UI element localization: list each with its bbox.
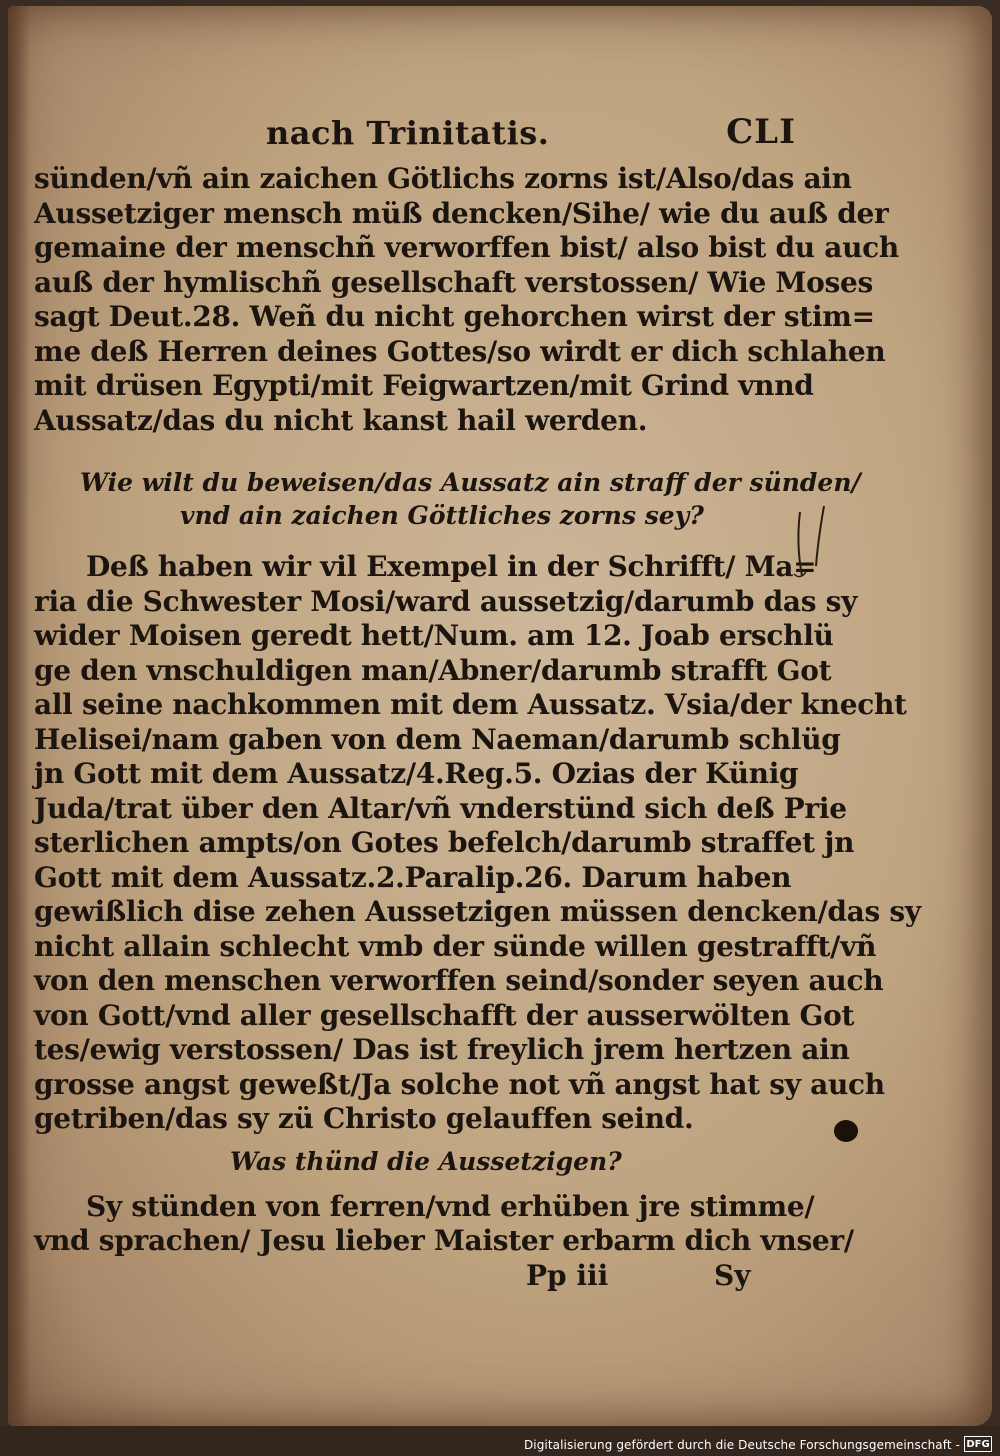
paragraph-2 xyxy=(34,550,921,1137)
question-1 xyxy=(34,466,861,532)
text-line: Deß haben wir vil Exempel in der Schrifft/ Ma= xyxy=(86,550,817,583)
text-line: Aussatz/das du nicht kanst hail werden. xyxy=(34,403,648,437)
text-line: von den menschen verworffen seind/sonder seyen auch xyxy=(34,964,884,997)
text-line: grosse angst geweßt/Ja solche not vñ angst hat sy auch xyxy=(34,1067,885,1101)
running-title: nach Trinitatis. xyxy=(266,114,550,152)
catchword: Sy xyxy=(714,1258,751,1292)
book-page xyxy=(8,6,992,1426)
text-line: von Gott/vnd aller gesellschafft der ausserwölten Got xyxy=(34,998,855,1032)
text-line: Aussetziger mensch müß dencken/Sihe/ wie du auß der xyxy=(34,196,889,230)
funding-credit: Digitalisierung gefördert durch die Deutsche Forschungsgemeinschaft - xyxy=(523,1438,960,1452)
text-line: Gott mit dem Aussatz.2.Paralip.26. Darum haben xyxy=(34,860,792,894)
question-line: vnd ain zaichen Göttliches zorns sey? xyxy=(180,501,704,530)
text-line: gemaine der menschñ verworffen bist/ also bist du auch xyxy=(34,231,899,264)
text-line: all seine nachkommen mit dem Aussatz. Vsia/der knecht xyxy=(34,688,907,721)
text-line: me deß Herren deines Gottes/so wirdt er dich schlahen xyxy=(34,334,886,368)
text-line: Helisei/nam gaben von dem Naeman/darumb schlüg xyxy=(34,722,841,756)
text-block xyxy=(34,110,921,1293)
page-gutter xyxy=(8,6,30,1426)
ink-blot xyxy=(834,1120,858,1142)
text-line: Juda/trat über den Altar/vñ vnderstünd sich deß Prie xyxy=(34,791,847,825)
text-line: sünden/vñ ain zaichen Götlichs zorns ist/Also/das ain xyxy=(34,162,852,195)
text-line: sterlichen ampts/on Gotes befelch/darumb straffet jn xyxy=(34,826,855,859)
folio-number: CLI xyxy=(726,112,796,152)
question-2: Was thünd die Aussetzigen? xyxy=(230,1146,622,1176)
text-line: ge den vnschuldigen man/Abner/darumb strafft Got xyxy=(34,653,832,687)
signature-line xyxy=(34,1259,786,1293)
dfg-logo: DFG xyxy=(964,1436,992,1452)
text-line: ria die Schwester Mosi/ward aussetzig/darumb das sy xyxy=(34,584,858,618)
signature-mark: Pp iii xyxy=(526,1258,609,1292)
text-line: jn Gott mit dem Aussatz/4.Reg.5. Ozias der Künig xyxy=(34,757,799,790)
text-line: auß der hymlischñ gesellschaft verstossen/ Wie Moses xyxy=(34,265,873,299)
text-line: sagt Deut.28. Weñ du nicht gehorchen wirst der stim= xyxy=(34,300,875,333)
paragraph-1 xyxy=(34,162,899,438)
text-line: vnd sprachen/ Jesu lieber Maister erbarm dich vnser/ xyxy=(34,1224,854,1257)
text-line: tes/ewig verstossen/ Das ist freylich jrem hertzen ain xyxy=(34,1033,850,1066)
question-line: Wie wilt du beweisen/das Aussatz ain straff der sünden/ xyxy=(80,468,861,497)
text-line: Sy stünden von ferren/vnd erhüben jre stimme/ xyxy=(86,1189,815,1223)
text-line: wider Moisen geredt hett/Num. am 12. Joab erschlü xyxy=(34,619,834,652)
text-line: getriben/das sy zü Christo gelauffen seind. xyxy=(34,1102,694,1135)
text-line: mit drüsen Egypti/mit Feigwartzen/mit Grind vnnd xyxy=(34,369,814,402)
running-head xyxy=(34,110,796,162)
paragraph-3 xyxy=(34,1189,854,1259)
marginal-pen-mark xyxy=(790,504,840,584)
text-line: nicht allain schlecht vmb der sünde willen gestrafft/vñ xyxy=(34,929,877,963)
text-line: gewißlich dise zehen Aussetzigen müssen dencken/das sy xyxy=(34,895,921,928)
